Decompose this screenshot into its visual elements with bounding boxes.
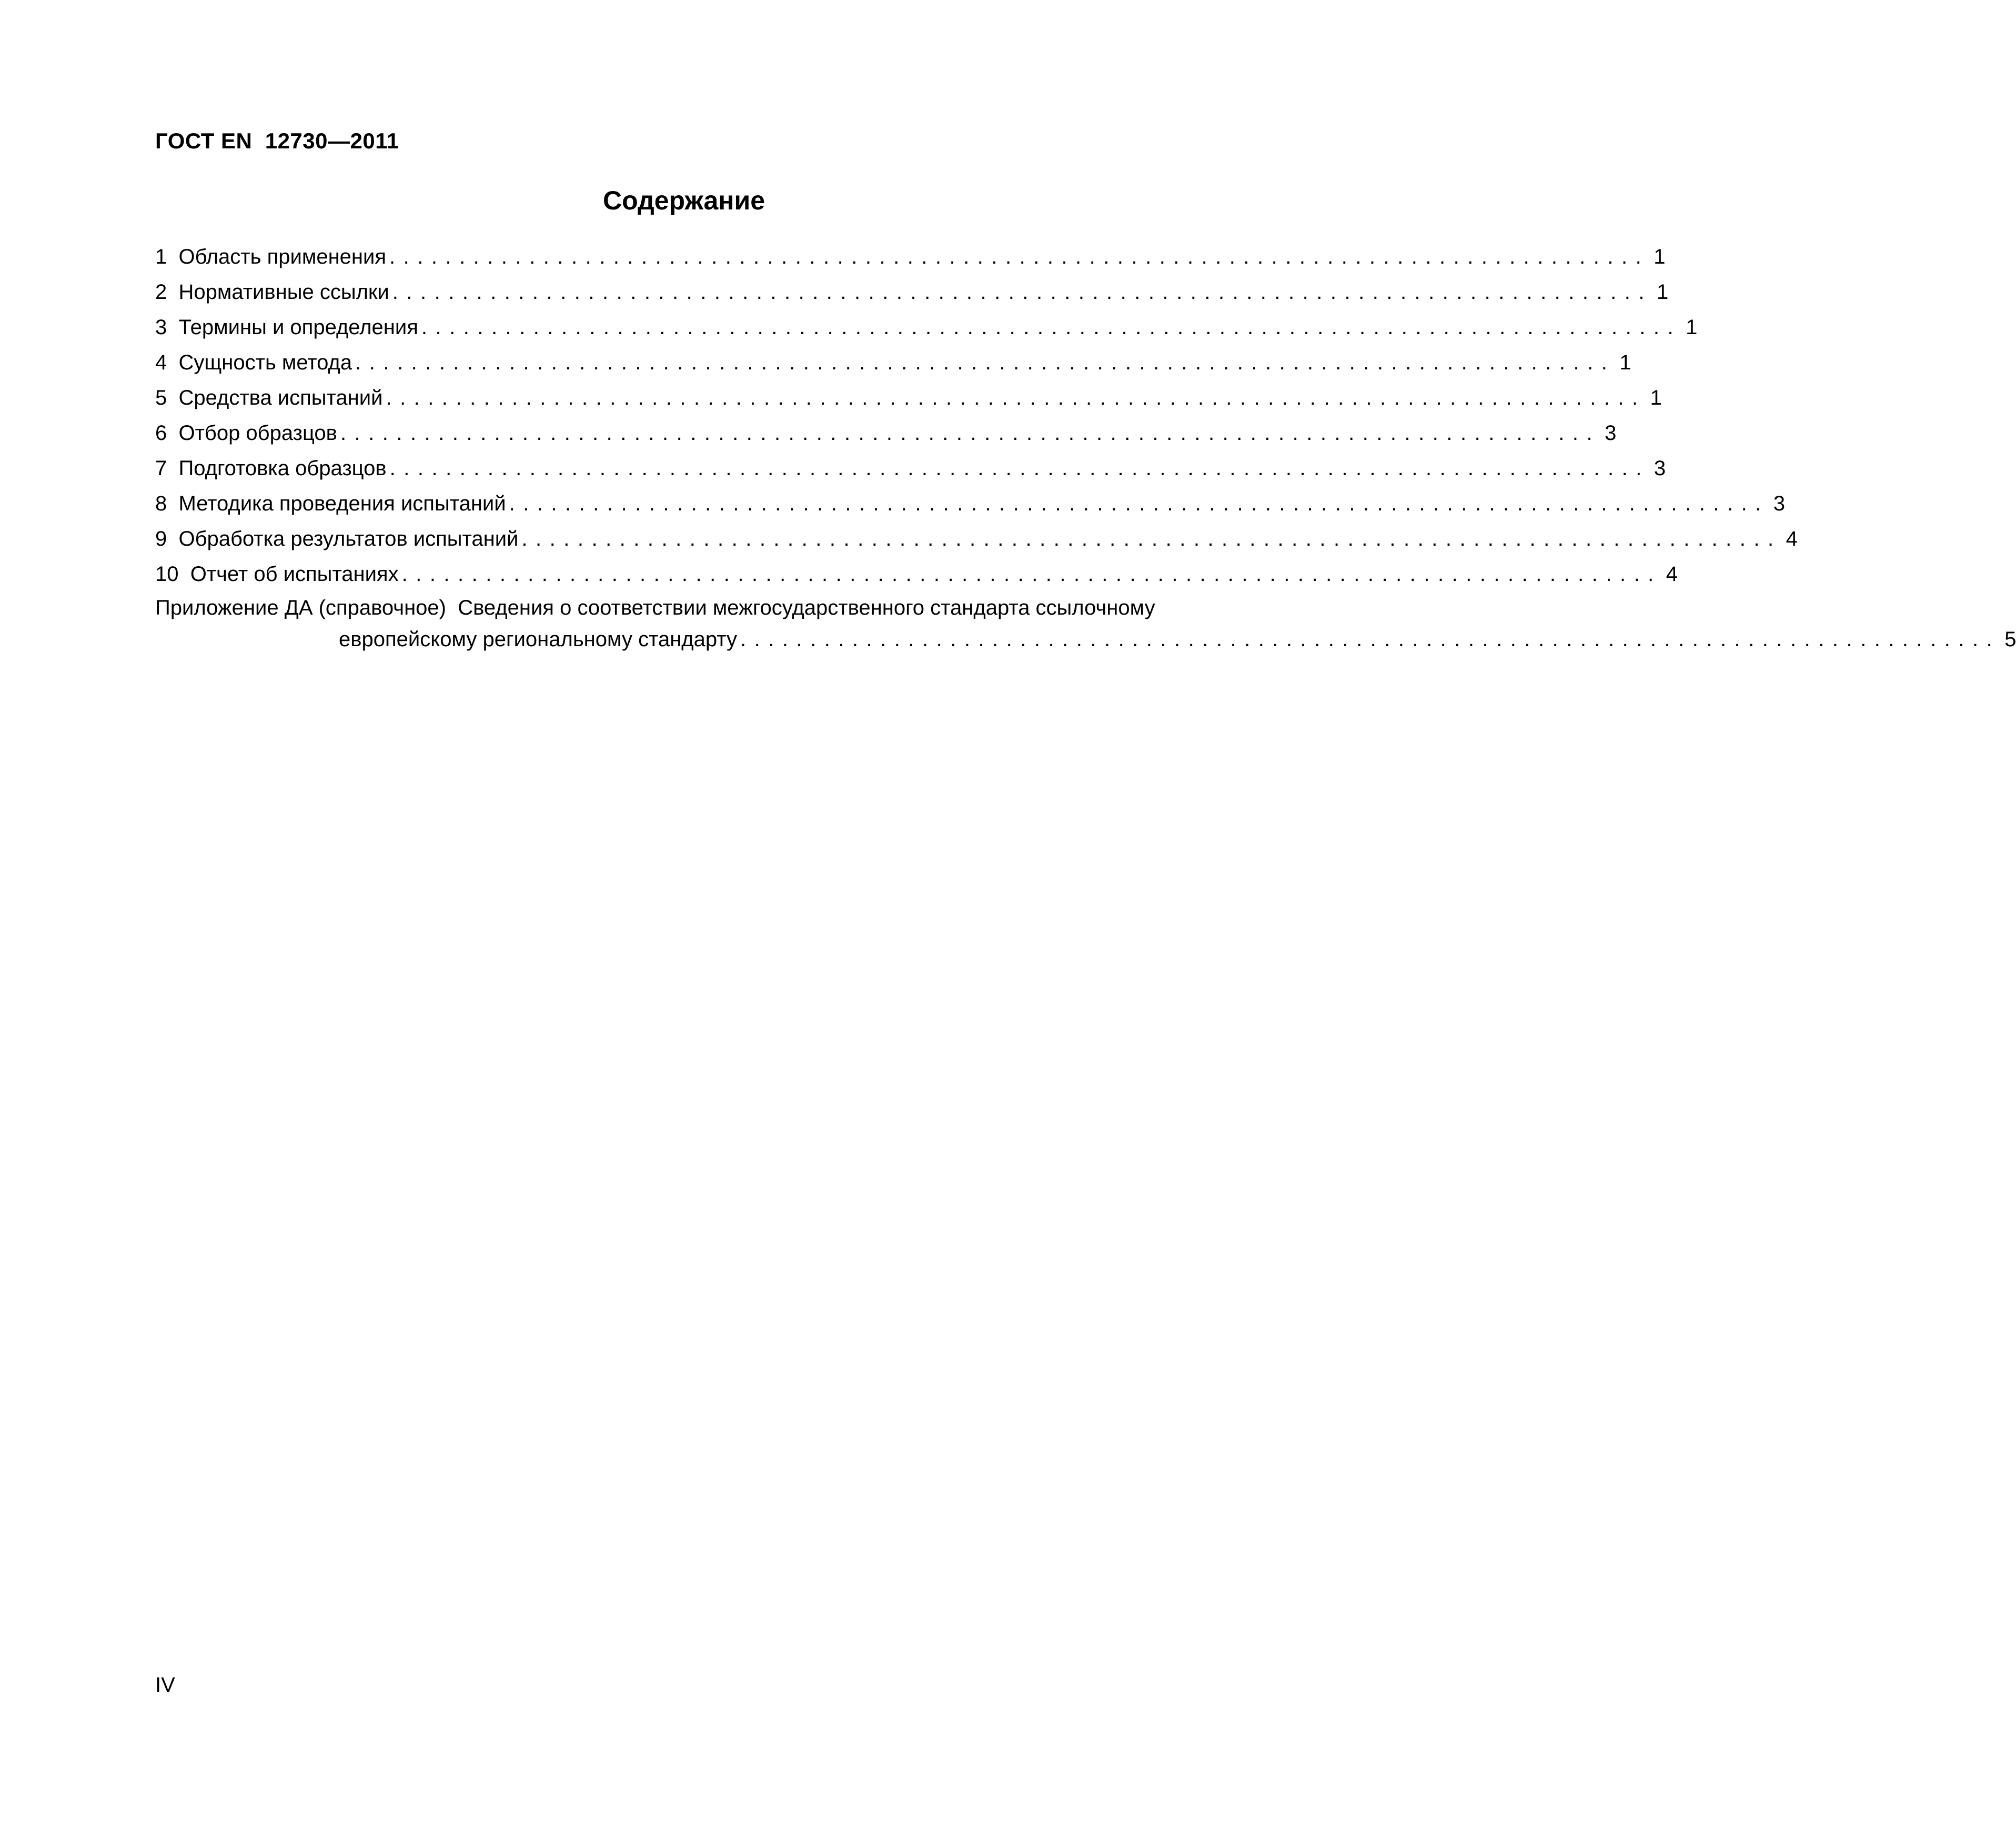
- annex-page: 5: [2004, 628, 2016, 651]
- toc-item[interactable]: [155, 380, 1662, 416]
- toc-item-number: 9: [155, 527, 167, 550]
- toc-leader-dots: ..........................................................................................: [389, 457, 1650, 480]
- toc-item[interactable]: [155, 275, 1669, 310]
- toc-leader-dots: ..........................................................................................: [386, 386, 1646, 409]
- toc-item-title: Отбор образцов: [178, 422, 337, 445]
- document-header: ГОСТ EN 12730—2011: [155, 128, 399, 153]
- toc-leader-dots: ..........................................................................................: [421, 316, 1682, 339]
- annex-title-line1: Сведения о соответствии межгосударственного стандарта ссылочному: [458, 596, 1155, 619]
- toc-leader-dots: ..........................................................................................: [401, 563, 1662, 586]
- table-of-contents: [155, 239, 2016, 655]
- toc-item-number: 6: [155, 422, 167, 445]
- toc-item-page: 3: [1773, 492, 1786, 515]
- toc-item[interactable]: [155, 451, 1666, 486]
- toc-item-title: Средства испытаний: [178, 386, 383, 409]
- toc-item[interactable]: [155, 486, 1786, 521]
- toc-item[interactable]: [155, 239, 1666, 275]
- toc-item-number: 8: [155, 492, 167, 515]
- toc-item-title: Подготовка образцов: [178, 457, 387, 480]
- toc-leader-dots: ..........................................................................................: [392, 280, 1652, 304]
- toc-item-page: 3: [1605, 422, 1617, 445]
- toc-item-page: 4: [1666, 563, 1678, 586]
- toc-item-title: Методика проведения испытаний: [178, 492, 506, 515]
- toc-item-page: 1: [1619, 351, 1631, 374]
- toc-item-number: 3: [155, 316, 167, 339]
- toc-leader-dots: ..........................................................................................: [355, 351, 1616, 374]
- toc-item-number: 1: [155, 245, 167, 268]
- toc-item[interactable]: [155, 345, 1631, 380]
- toc-item-page: 4: [1786, 527, 1798, 550]
- toc-item-title: Термины и определения: [178, 316, 418, 339]
- toc-item-page: 1: [1654, 245, 1666, 268]
- toc-leader-dots: ..........................................................................................: [740, 628, 2001, 651]
- toc-leader-dots: ..........................................................................................: [521, 527, 1782, 550]
- page-number: IV: [155, 1673, 175, 1697]
- toc-title: Содержание: [602, 186, 765, 215]
- toc-annex-item[interactable]: [155, 592, 2016, 655]
- toc-item-title: Обработка результатов испытаний: [178, 527, 519, 550]
- toc-item-page: 1: [1650, 386, 1662, 409]
- toc-item-page: 1: [1686, 316, 1698, 339]
- toc-item[interactable]: [155, 521, 1798, 557]
- toc-item-number: 10: [155, 563, 179, 586]
- toc-item-number: 2: [155, 280, 167, 304]
- toc-item-title: Отчет об испытаниях: [190, 563, 399, 586]
- toc-item[interactable]: [155, 310, 1698, 345]
- toc-item-title: Область применения: [178, 245, 386, 268]
- toc-leader-dots: ..........................................................................................: [389, 245, 1650, 268]
- toc-item-page: 1: [1656, 280, 1669, 304]
- toc-item-number: 7: [155, 457, 167, 480]
- toc-item-title: Нормативные ссылки: [178, 280, 389, 304]
- toc-item[interactable]: [155, 557, 1678, 592]
- toc-item-number: 4: [155, 351, 167, 374]
- toc-item-title: Сущность метода: [178, 351, 352, 374]
- toc-leader-dots: ..........................................................................................: [509, 492, 1769, 515]
- annex-label: Приложение ДА (справочное): [155, 596, 446, 619]
- toc-leader-dots: ..........................................................................................: [340, 422, 1601, 445]
- toc-item-number: 5: [155, 386, 167, 409]
- toc-item[interactable]: [155, 416, 1617, 451]
- annex-title-line2: европейскому региональному стандарту: [339, 628, 738, 651]
- toc-item-page: 3: [1654, 457, 1666, 480]
